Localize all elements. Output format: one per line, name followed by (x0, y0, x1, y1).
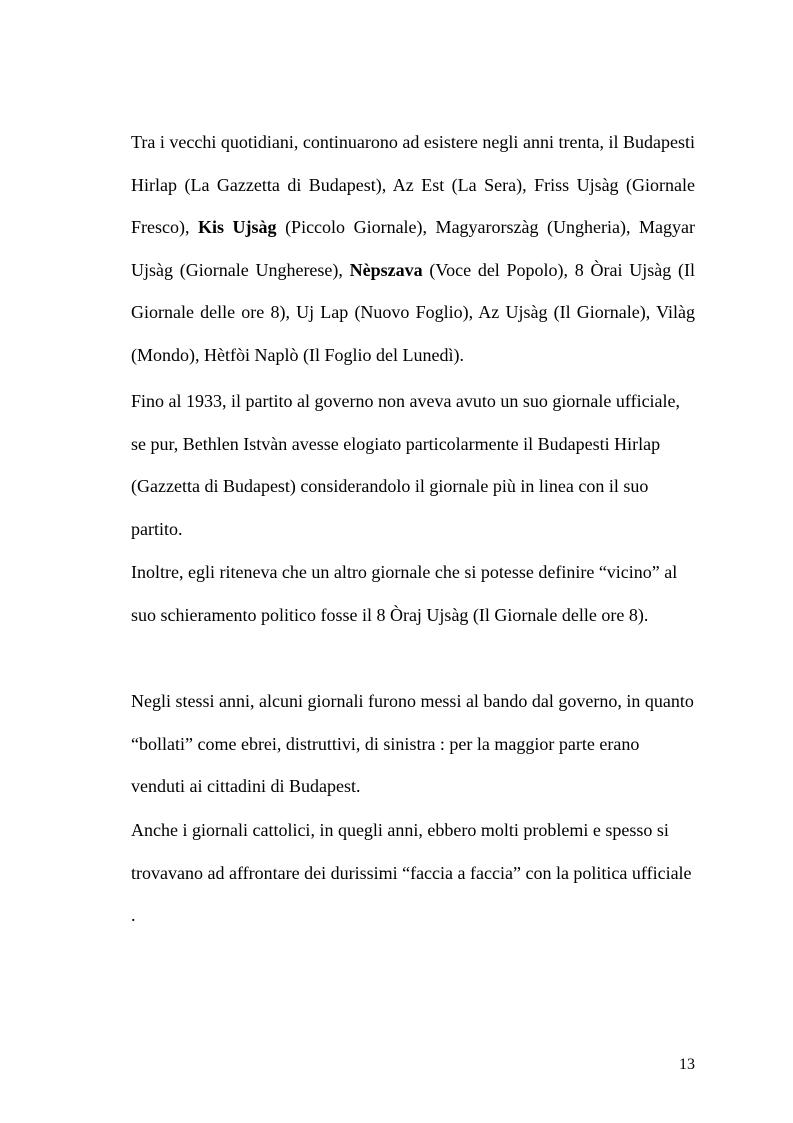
paragraph-official-newspaper: Fino al 1933, il partito al governo non aveva avuto un suo giornale ufficiale, se pur, Bethlen Istvàn avesse elogiato particolarmente il Budapesti Hirlap (Gazzetta di Budapest) considerandolo il giornale più in linea con il suo partito. (131, 391, 681, 539)
paragraph-close-newspaper: Inoltre, egli riteneva che un altro giornale che si potesse definire “vicino” al suo schieramento politico fosse il 8 Òraj Ujsàg (Il Giornale delle ore 8). (131, 562, 678, 625)
paragraph-text: Tra i vecchi quotidiani, continuarono ad esistere negli anni trenta, il Budapesti Hirlap (La Gazzetta di Budapest), Az Est (La Sera), Friss Ujsàg (Giornale Fresco), (131, 132, 695, 238)
bold-newspaper-name: Nèpszava (349, 259, 423, 280)
paragraph-newspapers-list (131, 121, 695, 377)
paragraph-banned-newspapers: Negli stessi anni, alcuni giornali furono messi al bando dal governo, in quanto “bollati” come ebrei, distruttivi, di sinistra : per la maggior parte erano venduti ai cittadini di Budapest. (131, 691, 694, 797)
bold-newspaper-name: Kis Ujsàg (198, 217, 277, 238)
paragraph-text: (Voce del Popolo), 8 Òrai Ujsàg (Il Giornale delle ore 8), Uj Lap (Nuovo Foglio), Az Ujsàg (Il Giornale), Vilàg (Mondo), Hètfòi Naplò (Il Foglio del Lunedì). (131, 259, 696, 365)
paragraph-text: (Piccolo Giornale), Magyarorszàg (Ungheria), Magyar Ujsàg (Giornale Ungherese), (131, 217, 695, 280)
paragraph-catholic-newspapers: Anche i giornali cattolici, in quegli anni, ebbero molti problemi e spesso si trovavano ad affrontare dei durissimi “faccia a faccia” con la politica ufficiale . (131, 820, 692, 926)
page-number: 13 (679, 1056, 695, 1073)
